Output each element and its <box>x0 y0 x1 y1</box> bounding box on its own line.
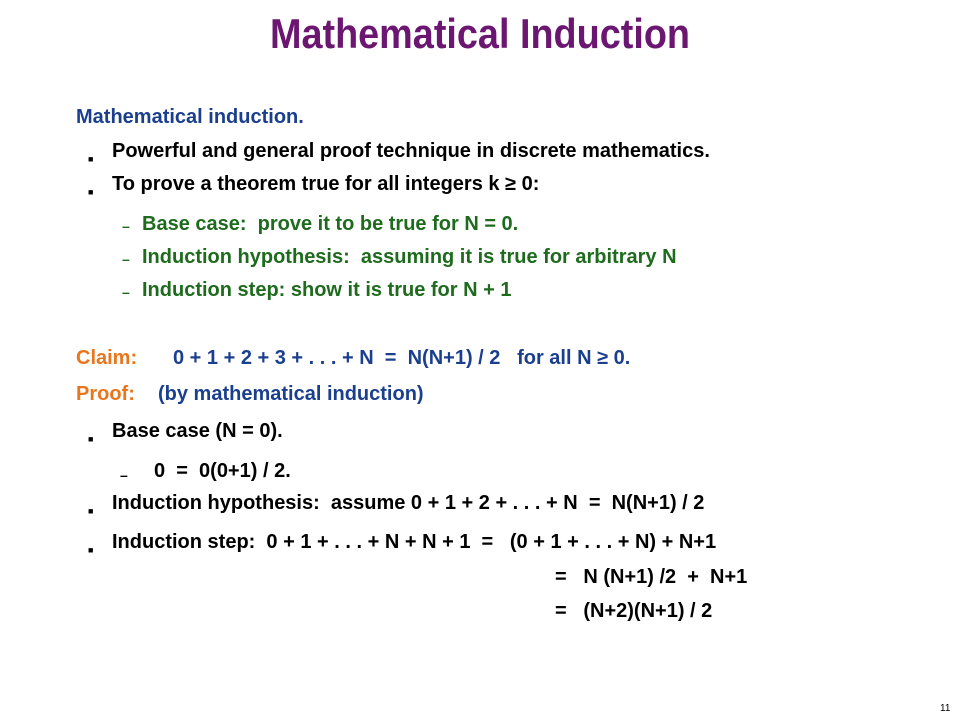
sub-item: Induction hypothesis: assuming it is true for arbitrary N <box>142 246 677 268</box>
bullet-marker: ■ <box>88 434 94 444</box>
bullet-text: Powerful and general proof technique in discrete mathematics. <box>112 140 710 162</box>
section-heading: Mathematical induction. <box>76 106 304 128</box>
proof-text: (by mathematical induction) <box>158 383 424 405</box>
proof-hypothesis: Induction hypothesis: assume 0 + 1 + 2 + . . . + N = N(N+1) / 2 <box>112 492 705 514</box>
proof-step-line-2: = N (N+1) /2 + N+1 <box>555 566 748 588</box>
dash-marker: – <box>122 251 130 267</box>
bullet-marker: ■ <box>88 187 94 197</box>
bullet-marker: ■ <box>88 506 94 516</box>
slide-title: Mathematical Induction <box>269 10 691 57</box>
claim-text: 0 + 1 + 2 + 3 + . . . + N = N(N+1) / 2 for all N ≥ 0. <box>173 347 631 369</box>
dash-marker: – <box>122 284 130 300</box>
proof-step-line-3: = (N+2)(N+1) / 2 <box>555 600 713 622</box>
claim-label: Claim: <box>76 347 138 369</box>
bullet-marker: ■ <box>88 545 94 555</box>
proof-step: Induction step: 0 + 1 + . . . + N + N + 1 = (0 + 1 + . . . + N) + N+1 <box>112 531 717 553</box>
bullet-text: To prove a theorem true for all integers k ≥ 0: <box>112 173 540 195</box>
bullet-marker: ■ <box>88 154 94 164</box>
page-number: 11 <box>940 703 951 714</box>
proof-base-case-detail: 0 = 0(0+1) / 2. <box>154 460 291 482</box>
sub-item: Induction step: show it is true for N + 1 <box>142 279 512 301</box>
proof-base-case: Base case (N = 0). <box>112 420 283 442</box>
dash-marker: – <box>122 218 130 234</box>
dash-marker: – <box>120 467 128 483</box>
proof-label: Proof: <box>76 383 135 405</box>
sub-item: Base case: prove it to be true for N = 0. <box>142 213 519 235</box>
